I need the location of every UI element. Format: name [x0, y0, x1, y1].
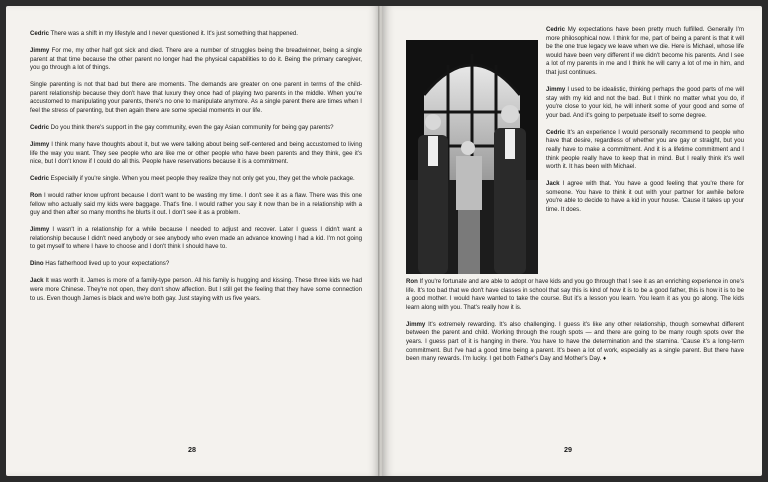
paragraph	[30, 124, 362, 133]
left-text-column	[30, 30, 362, 312]
family-photo	[406, 40, 538, 274]
speaker-name: Jimmy	[30, 140, 50, 148]
paragraph	[30, 47, 362, 73]
speaker-name: Cedric	[30, 175, 49, 183]
speaker-name: Jimmy	[406, 320, 426, 328]
paragraph	[30, 141, 362, 167]
paragraph-text: There was a shift in my lifestyle and I never questioned it. It's just something that happened.	[48, 30, 298, 37]
paragraph	[30, 260, 362, 269]
paragraph-text: For me, my other half got sick and died. There are a number of struggles being the breadwinner, being a single parent at that time because the other parent no longer had the physical capabilities to do it. Being the primary caregiver, you go through a lot of things.	[30, 46, 362, 72]
paragraph-text: It's extremely rewarding. It's also challenging. I guess it's like any other relationship, though somewhat different between the parent and child. Working through the rough spots — and there are going to be many rough spots over the years. I guess part of it is hanging in there. You have to have the determination and the stamina. 'Cause it's a long-term commitment. But I've had a good time being a parent. It's been a lot of work, especially as a single parent. But there have been many rewards. I'm lucky. I get both Father's Day and Mother's Day. ♦	[406, 320, 744, 363]
speaker-name: Jimmy	[546, 85, 566, 93]
paragraph	[406, 321, 744, 364]
paragraph	[30, 226, 362, 252]
right-text-column-bottom	[406, 278, 744, 372]
paragraph	[546, 180, 744, 214]
speaker-name: Cedric	[30, 123, 49, 131]
paragraph	[546, 26, 744, 78]
paragraph-text: I used to be idealistic, thinking perhaps the good parts of me will stay with my kid and not the bad. But I think no matter what you do, if you're close to your kid, he will inherit some of your good and some of your bad. And it's going to perpetuate itself to some degree.	[546, 85, 744, 119]
paragraph	[546, 129, 744, 172]
paragraph-text: I think many have thoughts about it, but we were talking about being self-centered and being accustomed to living life the way you want. They see people who are like me or other people who have been parents and they think, gee it's nice, but I don't know if I could do all this. People have reservations because it is a commitment.	[30, 140, 362, 166]
paragraph	[30, 192, 362, 218]
paragraph	[30, 277, 362, 303]
left-page	[6, 6, 380, 476]
speaker-name: Jack	[546, 180, 560, 188]
speaker-name: Dino	[30, 260, 44, 268]
paragraph-text: Especially if you're single. When you meet people they realize they not only get you, they get the whole package.	[48, 175, 355, 183]
page-number-left: 28	[188, 445, 196, 454]
speaker-name: Jack	[30, 277, 44, 285]
paragraph-text: If you're fortunate and are able to adopt or have kids and you go through that I see it as an enriching experience in one's life. It's too bad that we don't have classes in school that say this is kind of how it is to be a good father, this is how it is to be a good mother. I would have wanted to take the course. But it's a lesson you learn. You learn it as you go along. The kids learn along with you. That's really how it is.	[406, 278, 744, 311]
paragraph	[30, 30, 362, 39]
paragraph-text: It's an experience I would personally recommend to people who have that desire, regardless of whether you are gay or straight, but you really have to make a commitment. And it is a lifetime commitment and I think people really have to keep that in mind. But I really think it's well worth it. It has been with Michael.	[546, 128, 744, 171]
speaker-name: Cedric	[546, 26, 565, 33]
paragraph-text: Single parenting is not that bad but there are moments. The demands are greater on one parent in terms of the child-parent relationship because they don't have that luxury they once had of playing two parents in the middle. When you're accustomed to manipulating your parents, there's no one to manipulate anymore. As a single parent there are times when I feel the stress of parenting, but then again there are some special moments in our life.	[30, 81, 362, 114]
page-number-right: 29	[564, 445, 572, 454]
right-text-column-top	[546, 26, 744, 223]
paragraph	[546, 86, 744, 120]
family-photo-graphic	[406, 40, 538, 274]
paragraph-text: I wasn't in a relationship for a while because I needed to adjust and recover. Later I guess I didn't want a relationship because I didn't need anybody or see anybody who even made an advance knowing I had a kid. I'm not going to get myself to where I have to choose and I don't think I should have to.	[30, 226, 362, 251]
paragraph-text: I agree with that. You have a good feeling that you're there for someone. You have to think it out with your partner for awhile before you're able to decide to have a kid in your house. 'Cause it takes up your time. It does.	[546, 180, 744, 213]
speaker-name: Cedric	[546, 128, 565, 136]
speaker-name: Jimmy	[30, 226, 50, 234]
paragraph-text: I would rather know upfront because I don't want to be wasting my time. I don't see it as a flaw. There was this one fellow who actually said my kids were baggage. That's fine. I would rather you say it now than be in a relationship with a guy and then after so many months he blurts it out. I don't see it as a problem.	[30, 192, 362, 217]
speaker-name: Cedric	[30, 30, 49, 37]
paragraph-text: My expectations have been pretty much fulfilled. Generally I'm more philosophical now. I think for me, part of being a parent is that it will be the one true legacy we leave when we die. Here is Michael, whose life would have been very different if we didn't become his parents. And I see a lot of my parents in me and I think he will carry a lot of me in him, and that just continues.	[546, 26, 744, 76]
speaker-name: Ron	[406, 278, 418, 285]
paragraph-text: Do you think there's support in the gay community, even the gay Asian community for being gay parents?	[48, 123, 334, 131]
paragraph	[406, 278, 744, 312]
right-page	[382, 6, 762, 476]
paragraph-text: Has fatherhood lived up to your expectations?	[43, 260, 170, 268]
speaker-name: Ron	[30, 192, 42, 200]
paragraph	[30, 81, 362, 115]
speaker-name: Jimmy	[30, 46, 50, 54]
paragraph-text: It was worth it. James is more of a family-type person. All his family is hugging and kissing. These three kids we had were more Chinese. They're not open, they don't show affection. But I still get the feeling that they have some connection to us. Even though James is black and we're both gay. Just staying with us five years.	[30, 277, 362, 302]
paragraph	[30, 175, 362, 184]
